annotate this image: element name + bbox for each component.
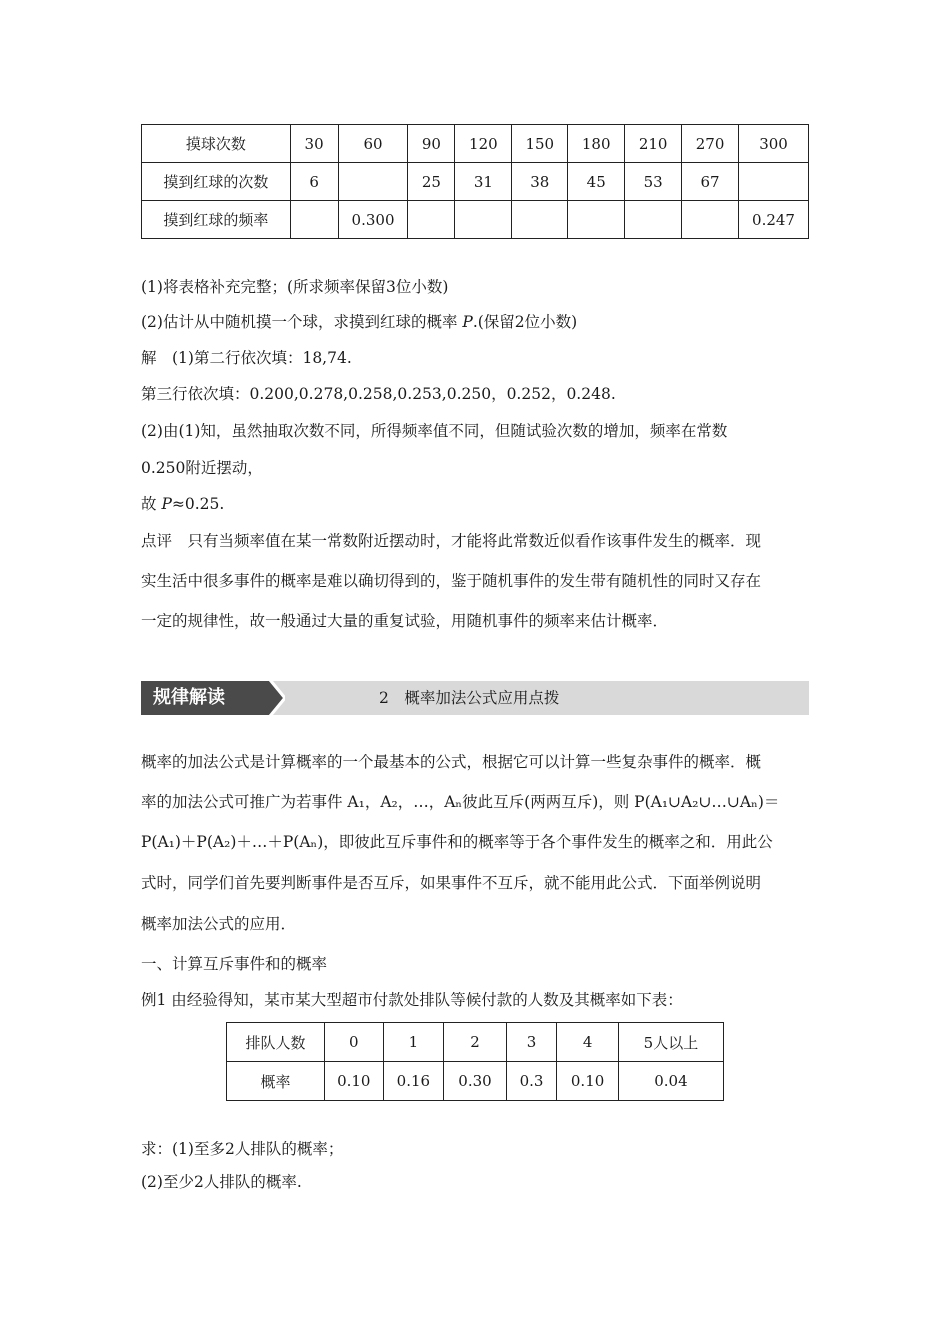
example-1: 例1 由经验得知，某市某大型超市付款处排队等候付款的人数及其概率如下表： <box>141 991 683 1009</box>
question-line-1: 求：(1)至多2人排队的概率； <box>141 1140 344 1158</box>
table-cell: 0.16 <box>383 1062 444 1101</box>
table-cell: 67 <box>682 163 739 201</box>
queue-probability-table <box>226 1022 724 1101</box>
question-2-text: (2)估计从中随机摸一个球，求摸到红球的概率 <box>141 313 463 331</box>
row-header: 摸到红球的次数 <box>142 163 291 201</box>
table-cell: 3 <box>506 1023 557 1062</box>
table-cell <box>290 201 338 239</box>
table-row <box>227 1062 724 1101</box>
table-cell: 25 <box>408 163 455 201</box>
question-2 <box>141 312 577 332</box>
solution-line-5 <box>141 494 224 514</box>
table-cell: 60 <box>338 125 408 163</box>
table-cell <box>568 201 625 239</box>
table-cell: 180 <box>568 125 625 163</box>
variable-p: P <box>161 495 172 513</box>
table-cell: 270 <box>682 125 739 163</box>
table-cell: 0.3 <box>506 1062 557 1101</box>
chevron-decoration-icon <box>255 681 285 715</box>
table-cell: 45 <box>568 163 625 201</box>
table-cell: 0.10 <box>324 1062 383 1101</box>
section-heading: 一、计算互斥事件和的概率 <box>141 955 328 973</box>
variable-p: P <box>462 313 473 331</box>
solution-line-4: 0.250附近摆动， <box>141 459 263 477</box>
question-1: (1)将表格补充完整；(所求频率保留3位小数) <box>141 278 449 296</box>
question-line-2: (2)至少2人排队的概率. <box>141 1173 302 1191</box>
table-row <box>142 201 809 239</box>
table-cell: 53 <box>625 163 682 201</box>
table-cell: 0.10 <box>557 1062 619 1101</box>
row-header: 概率 <box>227 1062 325 1101</box>
table-cell: 300 <box>739 125 809 163</box>
paragraph-line-1: 概率的加法公式是计算概率的一个最基本的公式，根据它可以计算一些复杂事件的概率．概 <box>141 753 762 771</box>
table-cell: 150 <box>512 125 568 163</box>
table-cell: 31 <box>455 163 512 201</box>
paragraph-line-4: 式时，同学们首先要判断事件是否互斥，如果事件不互斥，就不能用此公式．下面举例说明 <box>141 874 762 892</box>
table-row <box>227 1023 724 1062</box>
table-row <box>142 163 809 201</box>
table-cell: 6 <box>290 163 338 201</box>
section-tag: 规律解读 <box>141 681 269 715</box>
solution-line-2: 第三行依次填：0.200,0.278,0.258,0.253,0.250，0.252，0.248. <box>141 385 616 403</box>
table-cell: 0 <box>324 1023 383 1062</box>
solution-line-3: (2)由(1)知，虽然抽取次数不同，所得频率值不同，但随试验次数的增加，频率在常数 <box>141 422 728 440</box>
solution-5-tail: ≈0.25. <box>171 495 225 513</box>
table-cell <box>338 163 408 201</box>
question-2-tail: .(保留2位小数) <box>472 313 578 331</box>
review-line-2: 实生活中很多事件的概率是难以确切得到的，鉴于随机事件的发生带有随机性的同时又存在 <box>141 572 762 590</box>
table-cell <box>408 201 455 239</box>
table-cell: 90 <box>408 125 455 163</box>
paragraph-line-5: 概率加法公式的应用． <box>141 915 297 933</box>
review-line-3: 一定的规律性，故一般通过大量的重复试验，用随机事件的频率来估计概率． <box>141 612 669 630</box>
review-line-1: 点评 只有当频率值在某一常数附近摆动时，才能将此常数近似看作该事件发生的概率．现 <box>141 532 762 550</box>
table-cell: 0.30 <box>444 1062 507 1101</box>
solution-line-1: 解 (1)第二行依次填：18,74. <box>141 349 352 367</box>
table-cell: 0.04 <box>618 1062 723 1101</box>
table-cell: 4 <box>557 1023 619 1062</box>
section-title: 2 概率加法公式应用点拨 <box>379 689 560 707</box>
table-cell <box>625 201 682 239</box>
table-cell: 0.247 <box>739 201 809 239</box>
table-cell <box>739 163 809 201</box>
table-cell: 30 <box>290 125 338 163</box>
table-cell <box>455 201 512 239</box>
table-cell: 210 <box>625 125 682 163</box>
table-cell <box>682 201 739 239</box>
table-cell: 1 <box>383 1023 444 1062</box>
table-cell: 2 <box>444 1023 507 1062</box>
table-cell <box>512 201 568 239</box>
table-row <box>142 125 809 163</box>
frequency-table <box>141 124 809 239</box>
table-cell: 0.300 <box>338 201 408 239</box>
row-header: 摸球次数 <box>142 125 291 163</box>
row-header: 摸到红球的频率 <box>142 201 291 239</box>
section-banner <box>141 681 809 715</box>
table-cell: 120 <box>455 125 512 163</box>
row-header: 排队人数 <box>227 1023 325 1062</box>
paragraph-line-3: P(A₁)＋P(A₂)＋…＋P(Aₙ)，即彼此互斥事件和的概率等于各个事件发生的概率之和．用此公 <box>141 833 773 851</box>
table-cell: 38 <box>512 163 568 201</box>
table-cell: 5人以上 <box>618 1023 723 1062</box>
paragraph-line-2: 率的加法公式可推广为若事件 A₁，A₂，…，Aₙ彼此互斥(两两互斥)，则 P(A₁∪A₂∪…∪Aₙ)＝ <box>141 793 780 811</box>
solution-5-text: 故 <box>141 495 162 513</box>
